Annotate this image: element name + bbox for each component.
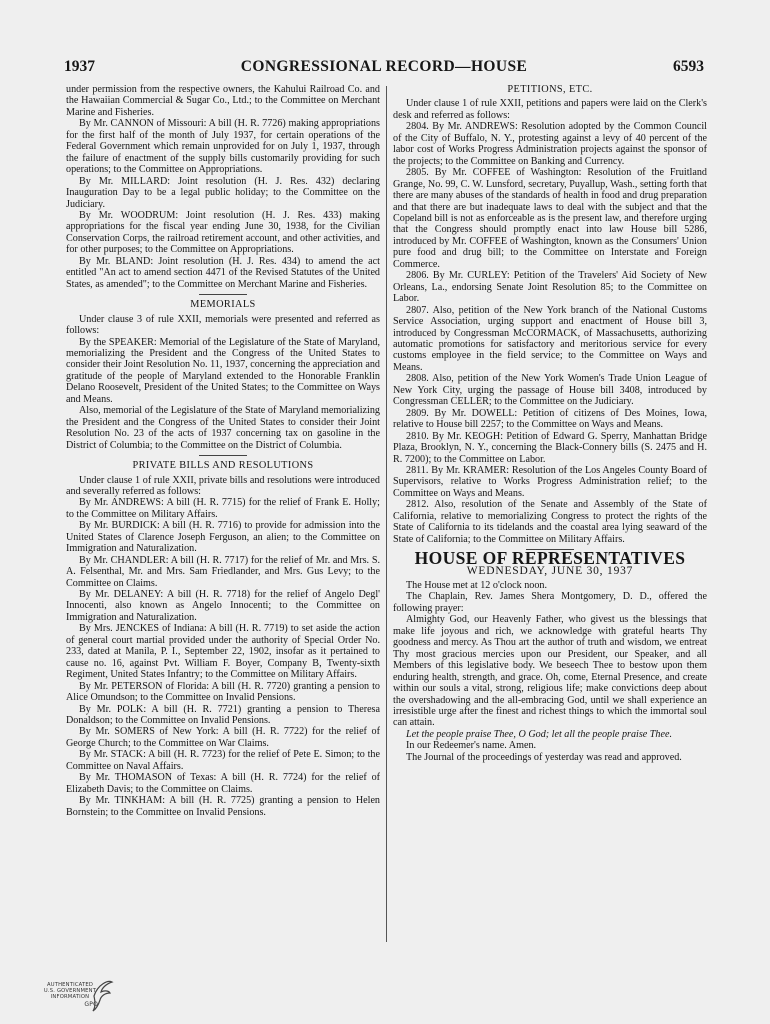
house-title: HOUSE OF REPRESENTATIVES bbox=[414, 548, 686, 569]
paragraph: The Journal of the proceedings of yesterday was read and approved. bbox=[406, 751, 682, 763]
paragraph: 2806. By Mr. CURLEY: Petition of the Travelers' Aid Society of New Orleans, La., endorsing Senate Joint Resolution 85; to the Committee on Labor. bbox=[393, 270, 707, 305]
page-header bbox=[64, 58, 704, 78]
paragraph: Also, memorial of the Legislature of the State of Maryland memorializing the President and the Congress of the United States to consider their Joint Resolution No. 23 of the acts of 1937 concerning tax on gasoline in the District of Columbia; to the Committee on the District of Columbia. bbox=[66, 405, 380, 451]
paragraph: By the SPEAKER: Memorial of the Legislature of the State of Maryland, memorializing the President and the Congress of the United States to consider their Joint Resolution No. 11, 1937, concerning the appreciation and gratitude of the people of Maryland extended to the Honorable Franklin Delano Roosevelt, President of the United States; to the Committee on Ways and Means. bbox=[66, 336, 380, 405]
header-year: 1937 bbox=[64, 58, 95, 75]
gpo-authentication-seal: AUTHENTICATED U.S. GOVERNMENT INFORMATION GPO bbox=[40, 978, 130, 1018]
paragraph: By Mrs. JENCKES of Indiana: A bill (H. R. 7719) to set aside the action of general court martial provided under the authority of Special Order No. 233, dated at Manila, P. I., September 22, 1902, insofar as it pertained to cause no. 16, against Pvt. William F. Boyer, Company B, Twenty-sixth Regiment, United States Infantry; to the Committee on Military Affairs. bbox=[66, 623, 380, 681]
paragraph: 2804. By Mr. ANDREWS: Resolution adopted by the Common Council of the City of Buffalo, N. Y., protesting against a levy of 40 percent of the labor cost of Works Progress Administration projects against the sponsor of the projects; to the Committee on Banking and Currency. bbox=[393, 121, 707, 167]
paragraph: By Mr. STACK: A bill (H. R. 7723) for the relief of Pete E. Simon; to the Committee on Naval Affairs. bbox=[66, 749, 380, 772]
section-rule bbox=[199, 294, 247, 295]
paragraph: Under clause 3 of rule XXII, memorials were presented and referred as follows: bbox=[66, 313, 380, 337]
paragraph: Let the people praise Thee, O God; let all the people praise Thee. bbox=[406, 728, 673, 740]
paragraph: By Mr. ANDREWS: A bill (H. R. 7715) for the relief of Frank E. Holly; to the Committee on Military Affairs. bbox=[66, 497, 380, 520]
paragraph: By Mr. BLAND: Joint resolution (H. J. Res. 434) to amend the act entitled "An act to amend section 4471 of the Revised Statutes of the United States, as amended"; to the Committee on Merchant Marine and Fisheries. bbox=[66, 255, 380, 290]
column-divider bbox=[386, 86, 387, 942]
paragraph: By Mr. CANNON of Missouri: A bill (H. R. 7726) making appropriations for the first half of the month of July 1937, for certain operations of the Federal Government which remain unprovided for on July 1, 1937, through the failure of enactment of the supply bills customarily providing for such operations; to the Committee on Appropriations. bbox=[66, 118, 380, 176]
section-heading: PRIVATE BILLS AND RESOLUTIONS bbox=[132, 460, 314, 472]
paragraph: By Mr. WOODRUM: Joint resolution (H. J. Res. 433) making appropriations for the fiscal year ending June 30, 1938, for the Civilian Conservation Corps, the railroad retirement account, and other activities, and for other purposes; to the Committee on Appropriations. bbox=[66, 209, 380, 256]
paragraph: under permission from the respective owners, the Kahului Railroad Co. and the Hawaiian Commercial & Sugar Co., Ltd.; to the Committee on Merchant Marine and Fisheries. bbox=[66, 84, 380, 118]
section-rule bbox=[199, 455, 247, 456]
section-heading: MEMORIALS bbox=[190, 299, 256, 311]
paragraph: In our Redeemer's name. Amen. bbox=[406, 740, 537, 752]
paragraph: By Mr. SOMERS of New York: A bill (H. R. 7722) for the relief of George Church; to the Committee on War Claims. bbox=[66, 726, 380, 749]
right-column bbox=[393, 84, 707, 763]
paragraph: By Mr. THOMASON of Texas: A bill (H. R. 7724) for the relief of Elizabeth Davis; to the Committee on Claims. bbox=[66, 772, 380, 795]
paragraph: By Mr. DELANEY: A bill (H. R. 7718) for the relief of Angelo Degl' Innocenti, also known as Angelo Innocenti; to the Committee on Immigration and Naturalization. bbox=[66, 589, 380, 623]
paragraph: 2810. By Mr. KEOGH: Petition of Edward G. Sperry, Manhattan Bridge Plaza, Brooklyn, N. Y., concerning the Black-Connery bills (S. 2475 and H. R. 7200); to the Committee on Labor. bbox=[393, 430, 707, 465]
header-page-number: 6593 bbox=[673, 58, 704, 75]
paragraph: 2812. Also, resolution of the Senate and Assembly of the State of California, relative to memorializing Congress to protect the rights of the State of California to its tidelands and the coastal area lying seaward of the State of California; to the Committee on Military Affairs. bbox=[393, 499, 707, 545]
paragraph: By Mr. BURDICK: A bill (H. R. 7716) to provide for admission into the United States of Clarence Joseph Ferguson, an alien; to the Committee on Immigration and Naturalization. bbox=[66, 520, 380, 555]
paragraph: 2809. By Mr. DOWELL: Petition of citizens of Des Moines, Iowa, relative to House bill 2257; to the Committee on Ways and Means. bbox=[393, 407, 707, 431]
paragraph: 2807. Also, petition of the New York branch of the National Customs Service Association, urging support and enactment of House bill 3, introduced by Congressman McCORMACK, of Massachusetts, authorizing automatic promotions for satisfactory and meritorious service for every customs employee in the field service; to the Committee on Ways and Means. bbox=[393, 304, 707, 373]
paragraph: By Mr. CHANDLER: A bill (H. R. 7717) for the relief of Mr. and Mrs. S. A. Felsenthal, Mr. and Mrs. Sam Friedlander, and Mrs. Gus Levy; to the Committee on Claims. bbox=[66, 554, 380, 589]
paragraph: By Mr. PETERSON of Florida: A bill (H. R. 7720) granting a pension to Alice Omundson; to the Committee on Invalid Pensions. bbox=[66, 680, 380, 704]
paragraph: By Mr. POLK: A bill (H. R. 7721) granting a pension to Theresa Donaldson; to the Committee on Invalid Pensions. bbox=[66, 703, 380, 727]
left-column bbox=[66, 84, 380, 818]
paragraph: Almighty God, our Heavenly Father, who givest us the blessings that make life joyous and rich, we acknowledge with grateful hearts Thy goodness and mercy. As Thou art the author of truth and wisdom, we entreat Thy most gracious mercies upon our President, our Speaker, and all Members of this legislative body. We beseech Thee to bestow upon them enduring health, strength, and grace. Oh, come, Eternal Presence, and create within our souls a vital, strong, religious life; make convictions deep about the overshadowing and the all-embracing God, until we shall experience an irresistible urge after the finest and richest things to which the immortal soul can attain. bbox=[393, 614, 707, 729]
paragraph: The Chaplain, Rev. James Shera Montgomery, D. D., offered the following prayer: bbox=[393, 591, 707, 614]
paragraph: 2811. By Mr. KRAMER: Resolution of the Los Angeles County Board of Supervisors, relative to Works Progress Administration relief; to the Committee on Ways and Means. bbox=[393, 464, 707, 499]
paragraph: By Mr. TINKHAM: A bill (H. R. 7725) granting a pension to Helen Bornstein; to the Committee on Invalid Pensions. bbox=[66, 795, 380, 818]
header-title: CONGRESSIONAL RECORD—HOUSE bbox=[240, 58, 528, 75]
eagle-icon bbox=[92, 978, 114, 1012]
section-heading: PETITIONS, ETC. bbox=[507, 84, 593, 95]
session-date: WEDNESDAY, JUNE 30, 1937 bbox=[466, 564, 634, 577]
paragraph: Under clause 1 of rule XXII, petitions and papers were laid on the Clerk's desk and referred as follows: bbox=[393, 98, 707, 121]
paragraph: 2808. Also, petition of the New York Women's Trade Union League of New York City, urging the passage of House bill 3408, introduced by Congressman CELLER; to the Committee on the Judiciary. bbox=[393, 373, 707, 408]
paragraph: 2805. By Mr. COFFEE of Washington: Resolution of the Fruitland Grange, No. 99, C. W. Lunsford, secretary, Puyallup, Wash., setting forth that there are many abuses of the standards of health in food and drug preparation and that there are but inadequate laws to deal with the subject and that the Copeland bill is not as enforceable as is the present law, and therefore urging that the Congress should promptly enact into law House bill 5286, introduced by Mr. COFFEE of Washington, known as the Consumers' Union pure food and drug bill; to the Committee on Interstate and Foreign Commerce. bbox=[393, 167, 707, 270]
paragraph: By Mr. MILLARD: Joint resolution (H. J. Res. 432) declaring Inauguration Day to be a legal public holiday; to the Committee on the Judiciary. bbox=[66, 175, 380, 210]
paragraph: Under clause 1 of rule XXII, private bills and resolutions were introduced and severally referred as follows: bbox=[66, 474, 380, 497]
paragraph: The House met at 12 o'clock noon. bbox=[406, 580, 548, 592]
